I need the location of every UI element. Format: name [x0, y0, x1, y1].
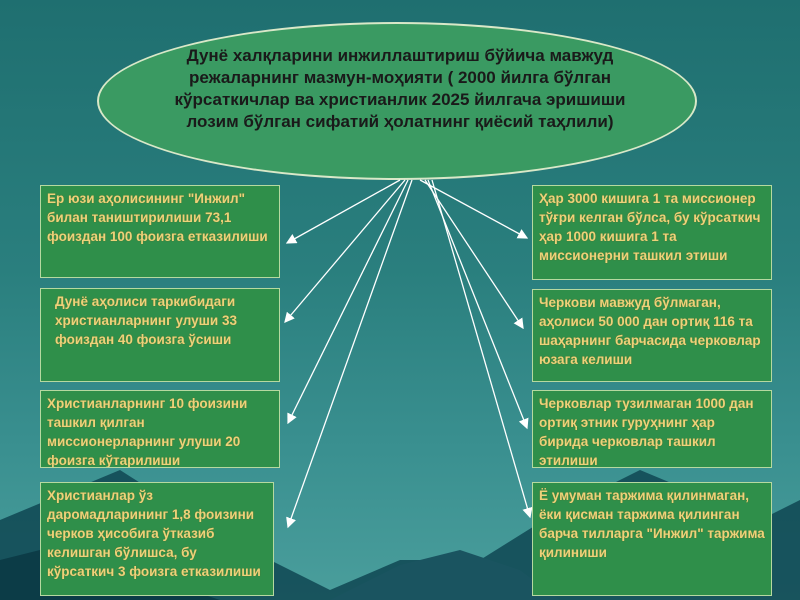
right-box-1: Ҳар 3000 кишига 1 та миссионер тўғри келган бўлса, бу кўрсаткич ҳар 1000 кишига 1 та миссионерни ташкил этиши [532, 185, 772, 280]
arrow-right-1 [420, 180, 527, 238]
arrow-left-1 [287, 180, 400, 243]
arrow-left-3 [288, 180, 408, 423]
left-box-2: Дунё аҳолиси таркибидаги христианларнинг улуши 33 фоиздан 40 фоизга ўсиши [40, 288, 280, 382]
arrow-right-2 [425, 180, 523, 328]
left-box-4: Христианлар ўз даромадларининг 1,8 фоизини черков ҳисобига ўтказиб келишган бўлишса, бу кўрсаткич 3 фоизга етказилиши [40, 482, 274, 596]
left-box-1: Ер юзи аҳолисининг "Инжил" билан таништирилиши 73,1 фоиздан 100 фоизга етказилиши [40, 185, 280, 278]
diagram-title: Дунё халқларини инжиллаштириш бўйича мавжуд режаларнинг мазмун-моҳияти ( 2000 йилга бўлган кўрсаткичлар ва христианлик 2025 йилгача эришиши лозим бўлган сифатий ҳолатнинг қиёсий таҳлили) [174, 46, 626, 131]
right-box-2: Черкови мавжуд бўлмаган, аҳолиси 50 000 дан ортиқ 116 та шаҳарнинг барчасида черковлар юзага келиши [532, 289, 772, 382]
left-box-3: Христианларнинг 10 фоизини ташкил қилган миссионерларнинг улуши 20 фоизга кўтарилиши [40, 390, 280, 468]
arrow-right-4 [432, 180, 530, 517]
right-box-4: Ё умуман таржима қилинмаган, ёки қисман таржима қилинган барча тилларга "Инжил" таржима қилиниши [532, 482, 772, 596]
right-box-3: Черковлар тузилмаган 1000 дан ортиқ этник гуруҳнинг ҳар бирида черковлар ташкил этилиши [532, 390, 772, 468]
